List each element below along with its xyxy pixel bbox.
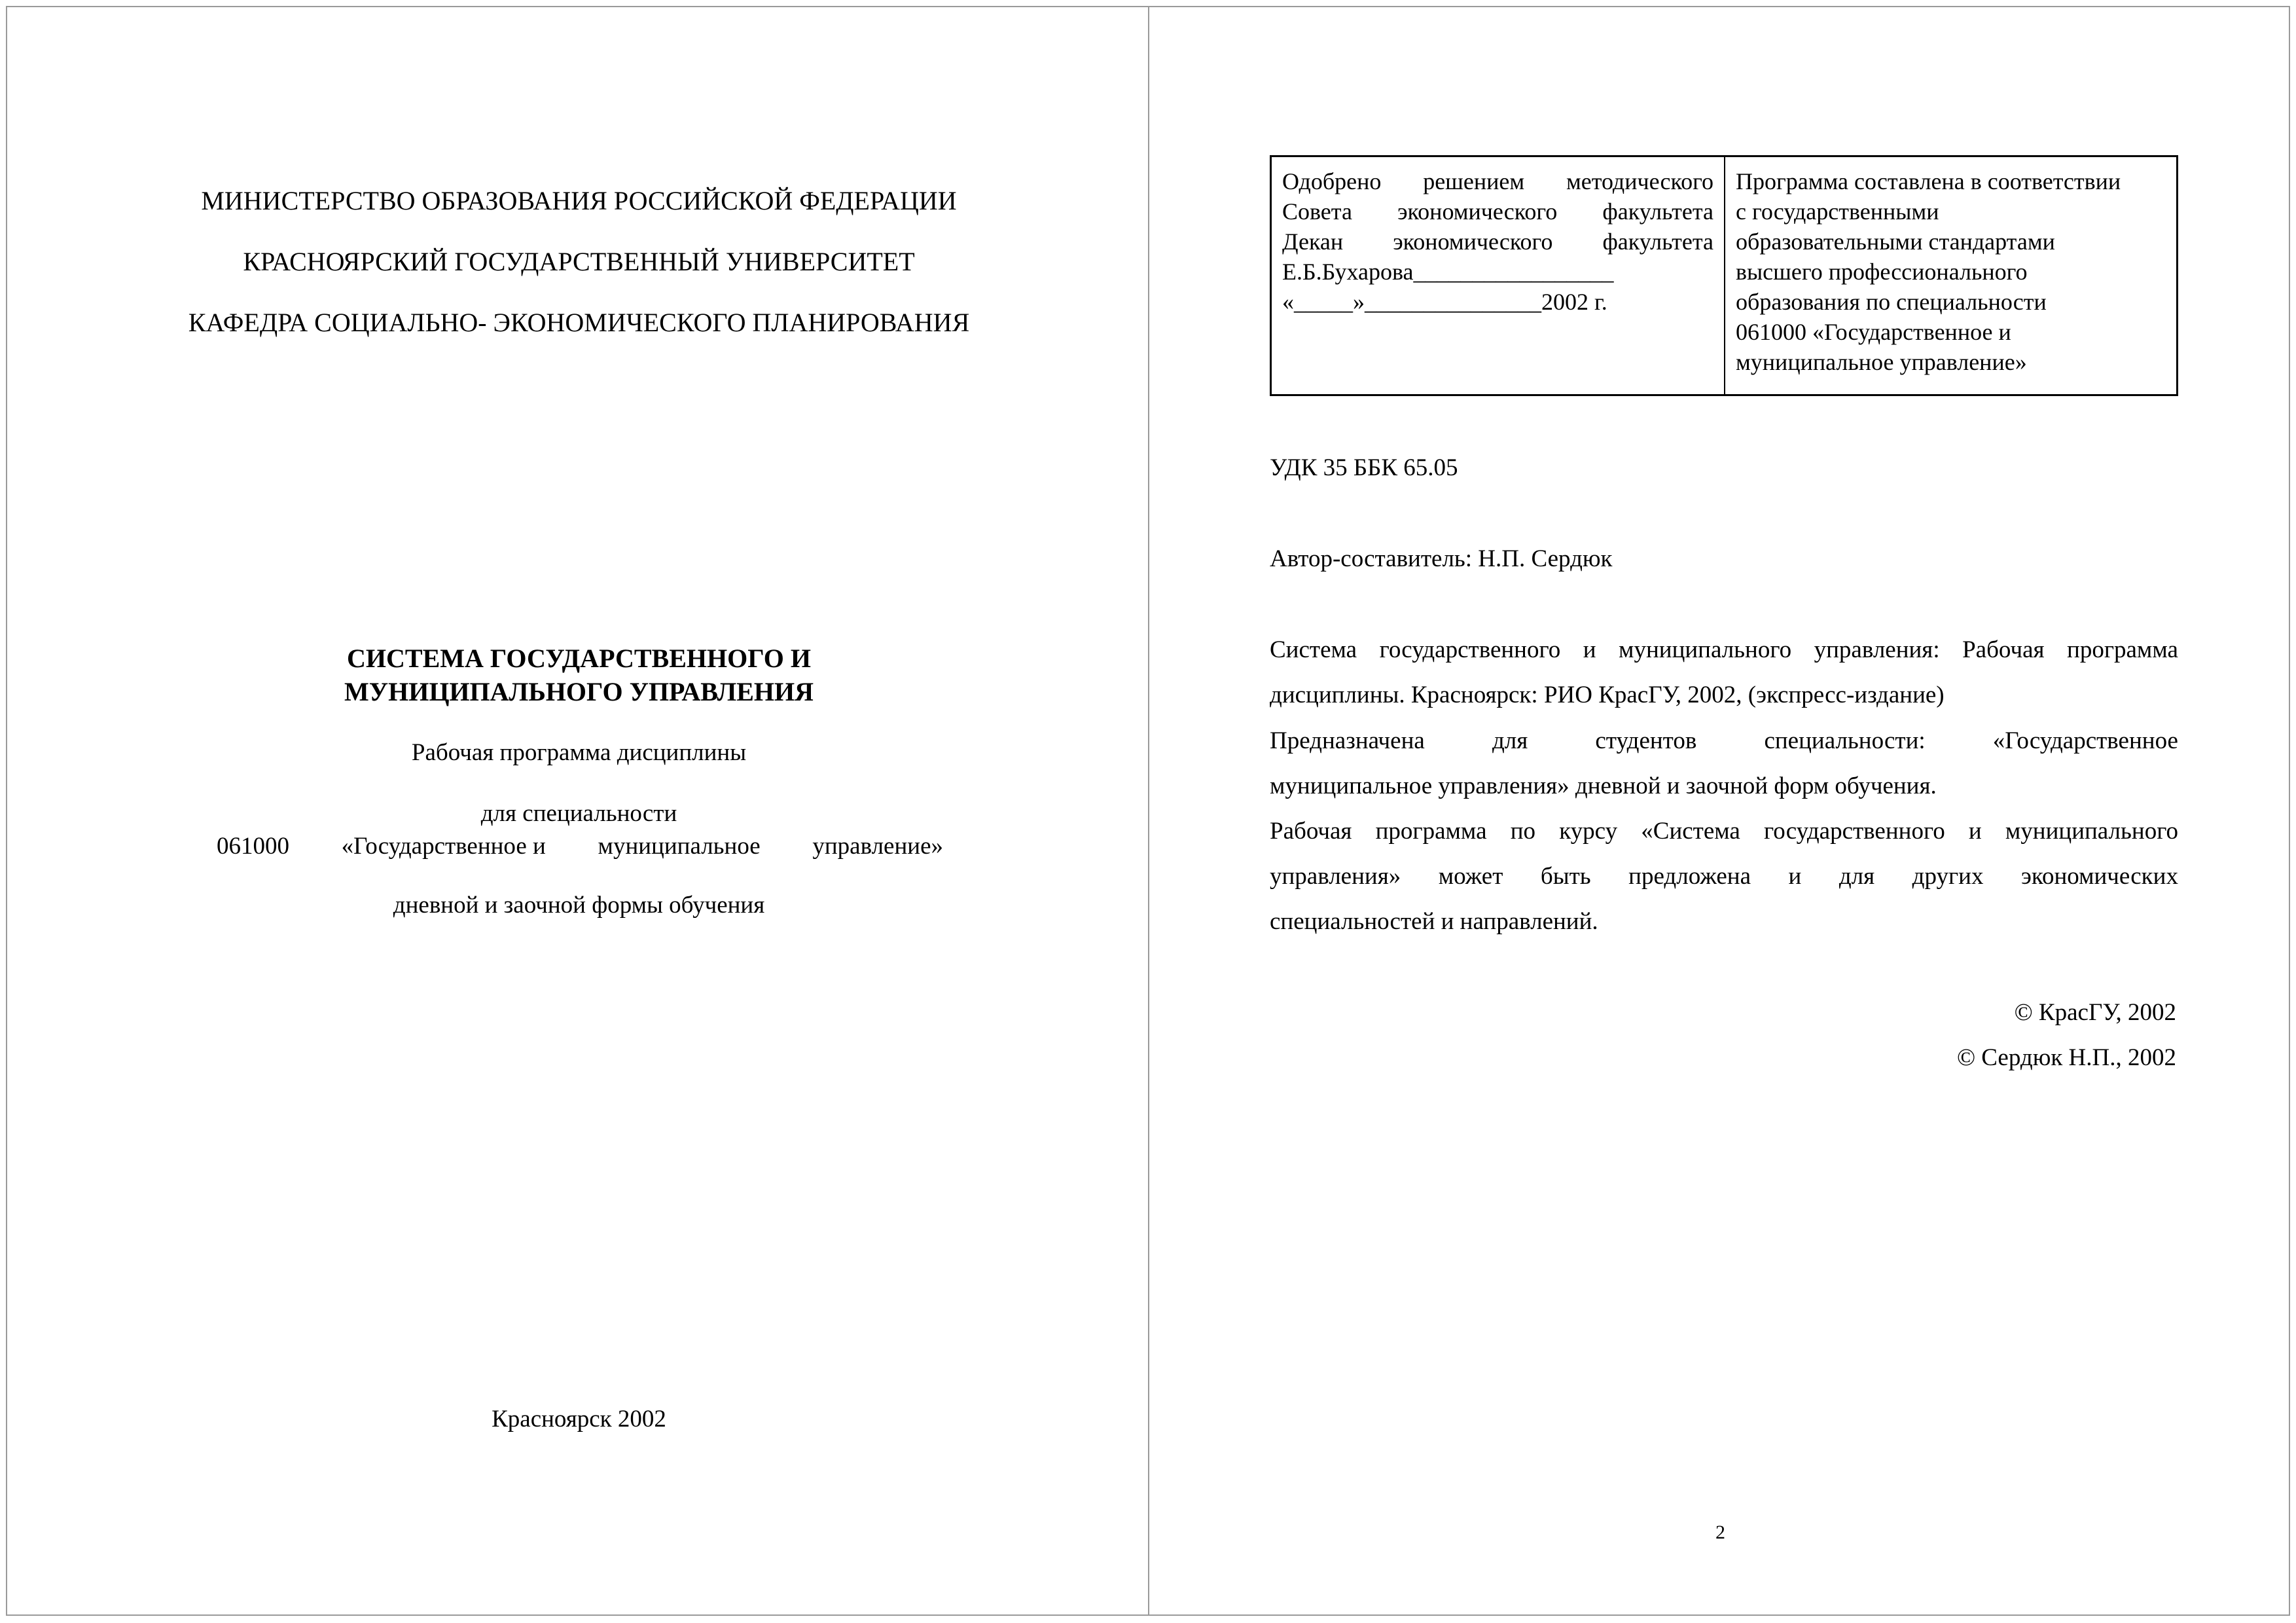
document-subtitle: Рабочая программа дисциплины [411,739,747,766]
study-forms: дневной и заочной формы обучения [393,892,765,919]
copyright-author: © Сердюк Н.П., 2002 [1956,1044,2176,1071]
standard-line: муниципальное управление» [1736,349,2027,375]
abstract-line-2: дисциплины. Красноярск: РИО КрасГУ, 2002, (экспресс-издание) [1270,682,1945,708]
standard-line: с государственными [1736,198,1939,225]
approval-date-line: «_____»_______________2002 г. [1282,289,1607,315]
department-heading: КАФЕДРА СОЦИАЛЬНО- ЭКОНОМИЧЕСКОГО ПЛАНИРОВАНИЯ [188,308,970,337]
standard-line: Программа составлена в соответствии [1736,168,2121,194]
document-title-line-1: СИСТЕМА ГОСУДАРСТВЕННОГО И [347,644,811,673]
left-page [6,6,1149,1616]
right-page [1148,6,2290,1616]
standard-line: образования по специальности [1736,289,2047,315]
abstract-line-3: Предназначена для студентов специальности: «Государственное [1270,727,2178,754]
specialty-word: муниципальное [598,833,761,860]
abstract-line-7: специальностей и направлений. [1270,908,1598,935]
approval-table [1270,155,2178,396]
abstract-line-4: муниципальное управления» дневной и заочной форм обучения. [1270,773,1937,799]
author-line: Автор-составитель: Н.П. Сердюк [1270,545,1613,572]
approval-line: Совета экономического факультета [1282,198,1713,225]
abstract-line-6: управления» может быть предложена и для других экономических [1270,863,2178,890]
university-heading: КРАСНОЯРСКИЙ ГОСУДАРСТВЕННЫЙ УНИВЕРСИТЕТ [243,247,915,276]
standard-line: образовательными стандартами [1736,228,2055,255]
abstract-line-5: Рабочая программа по курсу «Система государственного и муниципального [1270,818,2178,845]
standard-line: 061000 «Государственное и [1736,319,2011,345]
specialty-word: управление» [812,833,943,860]
specialty-line [217,832,943,860]
approval-line: Декан экономического факультета [1282,228,1714,255]
standard-line: высшего профессионального [1736,259,2028,285]
standard-cell [1725,157,2176,394]
approval-cell [1272,157,1725,394]
abstract-line-1: Система государственного и муниципального управления: Рабочая программа [1270,636,2178,663]
page-number: 2 [1715,1522,1725,1543]
for-specialty-label: для специальности [480,800,677,827]
classification-codes: УДК 35 ББК 65.05 [1270,454,1458,481]
document-title-line-2: МУНИЦИПАЛЬНОГО УПРАВЛЕНИЯ [344,677,814,706]
dean-signature-line: Е.Б.Бухарова_________________ [1282,259,1614,285]
copyright-university: © КрасГУ, 2002 [2014,999,2176,1026]
specialty-code: 061000 [217,833,289,860]
city-year: Красноярск 2002 [492,1406,666,1432]
specialty-word: «Государственное и [341,833,546,860]
approval-line: Одобрено решением методического [1282,168,1713,194]
ministry-heading: МИНИСТЕРСТВО ОБРАЗОВАНИЯ РОССИЙСКОЙ ФЕДЕРАЦИИ [201,186,957,215]
